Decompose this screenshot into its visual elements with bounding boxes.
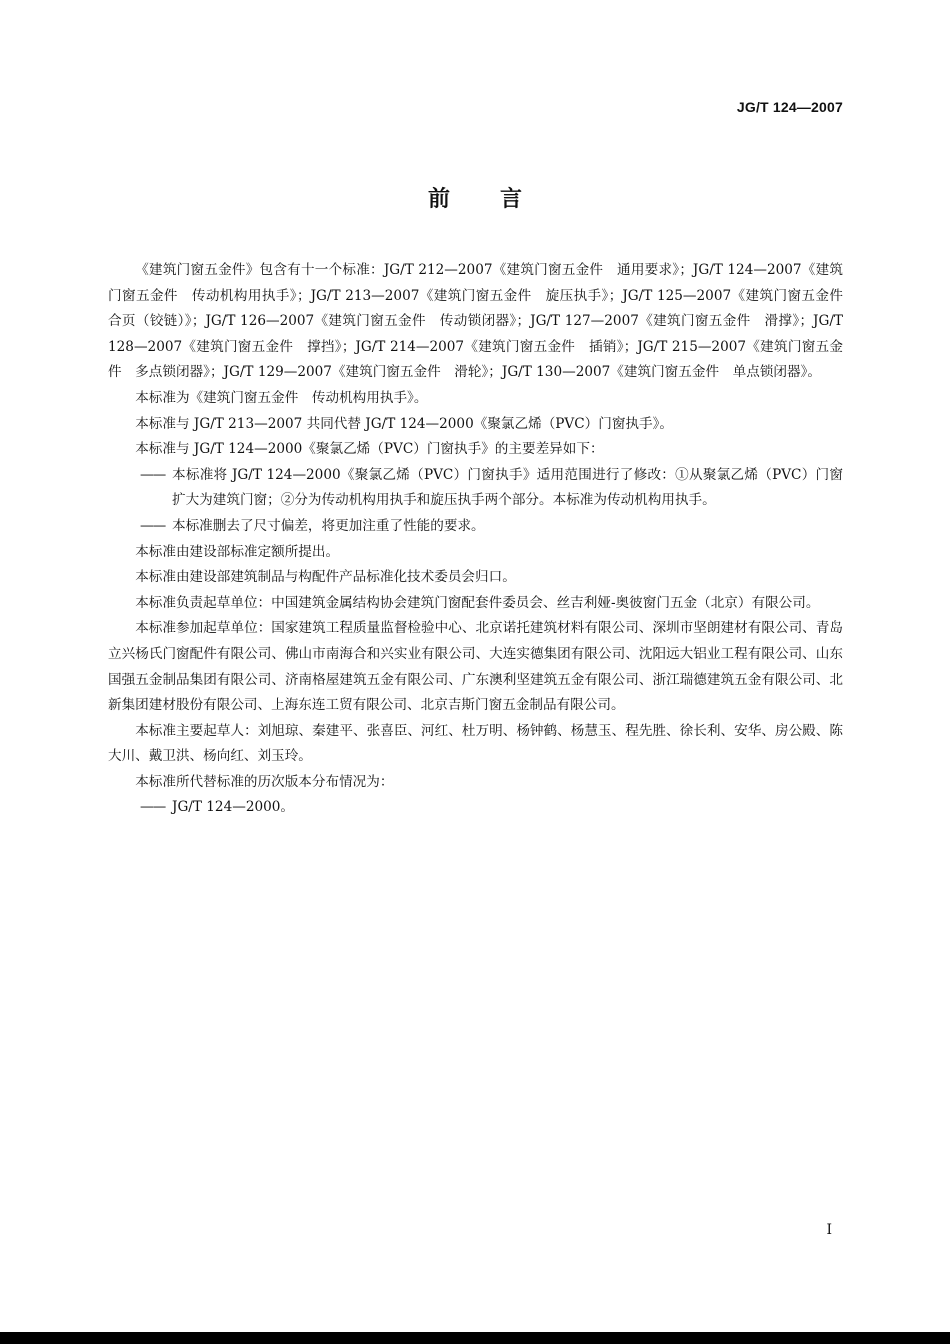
list-item-previous-edition [108, 795, 843, 821]
paragraph-main-drafters: 本标准主要起草人：刘旭琼、秦建平、张喜臣、河红、杜万明、杨钟鹤、杨慧玉、程先胜、徐长利、安华、房公殿、陈大川、戴卫洪、杨向红、刘玉玲。 [108, 722, 843, 765]
paragraph-previous-editions: 本标准所代替标准的历次版本分布情况为： [135, 773, 394, 790]
page-number: I [826, 1222, 832, 1238]
paragraph-series-list: 《建筑门窗五金件》包含有十一个标准：JG/T 212—2007《建筑门窗五金件 通用要求》；JG/T 124—2007《建筑门窗五金件 传动机构用执手》；JG/T 213—2007《建筑门窗五金件 旋压执手》；JG/T 125—2007《建筑门窗五金件 合页（铰链）》；JG/T 126—2007《建筑门窗五金件 传动锁闭器》；JG/T 127—2007《建筑门窗五金件 滑撑》；JG/T 128—2007《建筑门窗五金件 撑挡》；JG/T 214—2007《建筑门窗五金件 插销》；JG/T 215—2007《建筑门窗五金件 多点锁闭器》；JG/T 129—2007《建筑门窗五金件 滑轮》；JG/T 130—2007《建筑门窗五金件 单点锁闭器》。 [108, 262, 857, 381]
list-item-difference-1 [108, 463, 843, 514]
list-item-text: JG/T 124—2000。 [172, 799, 295, 816]
dash-marker: —— [140, 517, 166, 534]
paragraph-lead-drafter: 本标准负责起草单位：中国建筑金属结构协会建筑门窗配套件委员会、丝吉利娅-奥彼窗门五金（北京）有限公司。 [135, 594, 820, 611]
dash-marker: —— [140, 799, 166, 816]
list-item-text: 本标准将 JG/T 124—2000《聚氯乙烯（PVC）门窗执手》适用范围进行了修改：①从聚氯乙烯（PVC）门窗扩大为建筑门窗；②分为传动机构用执手和旋压执手两个部分。本标准为传动机构用执手。 [172, 466, 843, 509]
dash-marker: —— [140, 466, 166, 483]
paragraph-replaces: 本标准与 JG/T 213—2007 共同代替 JG/T 124—2000《聚氯乙烯（PVC）门窗执手》。 [135, 415, 674, 432]
paragraph-participating-drafters: 本标准参加起草单位：国家建筑工程质量监督检验中心、北京诺托建筑材料有限公司、深圳市坚朗建材有限公司、青岛立兴杨氏门窗配件有限公司、佛山市南海合和兴实业有限公司、大连实德集团有限公司、沈阳远大铝业工程有限公司、山东国强五金制品集团有限公司、济南格屋建筑五金有限公司、广东澳利坚建筑五金有限公司、浙江瑞德建筑五金有限公司、北新集团建材股份有限公司、上海东连工贸有限公司、北京吉斯门窗五金制品有限公司。 [108, 620, 843, 714]
paragraph-scope: 本标准为《建筑门窗五金件 传动机构用执手》。 [135, 389, 428, 406]
foreword-body [108, 258, 857, 821]
page-title: 前言 [427, 187, 572, 212]
paragraph-proposed-by: 本标准由建设部标准定额所提出。 [135, 543, 340, 560]
paragraph-administered-by: 本标准由建设部建筑制品与构配件产品标准化技术委员会归口。 [135, 569, 516, 586]
list-item-difference-2 [108, 514, 843, 540]
standard-code: JG/T 124—2007 [736, 99, 843, 115]
list-item-text: 本标准删去了尺寸偏差，将更加注重了性能的要求。 [172, 517, 485, 534]
paragraph-differences-intro: 本标准与 JG/T 124—2000《聚氯乙烯（PVC）门窗执手》的主要差异如下： [135, 441, 604, 458]
bottom-rule [0, 1332, 950, 1344]
